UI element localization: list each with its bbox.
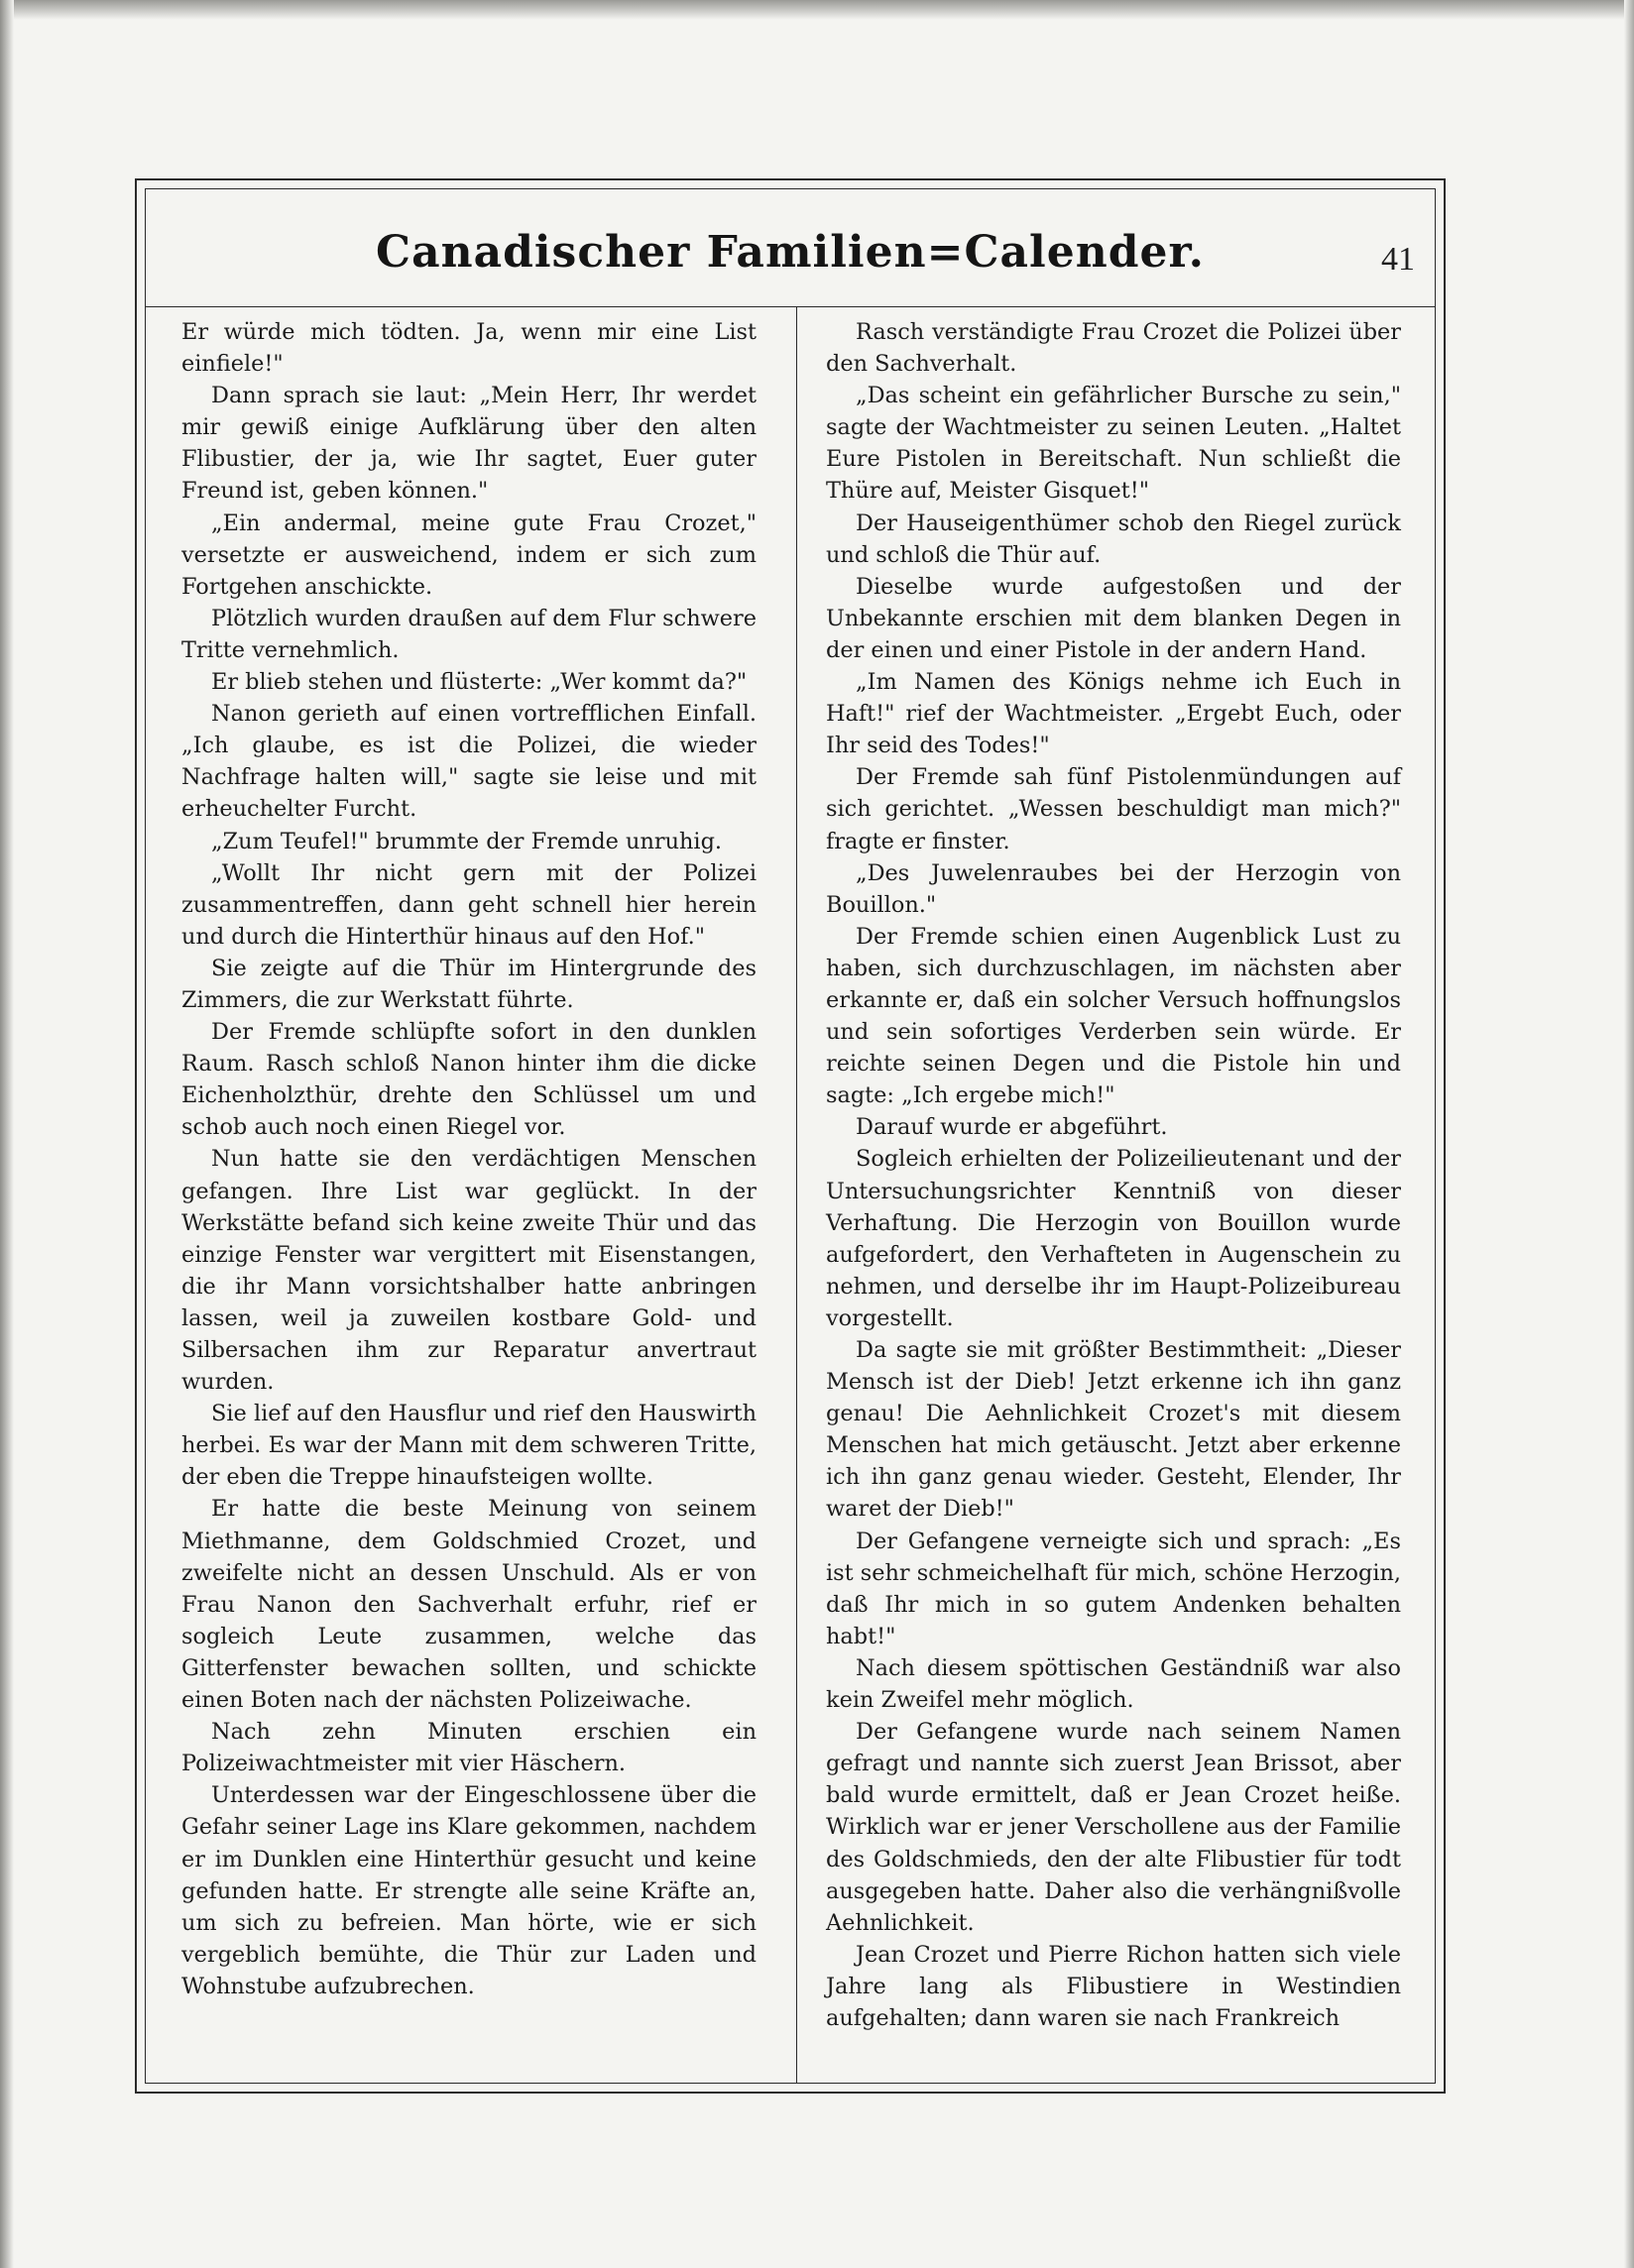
paragraph: Der Gefangene verneigte sich und sprach: „Es ist sehr schmeichelhaft für mich, schöne Herzogin, daß Ihr mich in so gutem Andenken behalten habt!" [826, 1528, 1402, 1649]
page-frame [135, 178, 1446, 2094]
right-column [826, 316, 1401, 2034]
page-number: 41 [1381, 241, 1415, 278]
paragraph: Rasch verständigte Frau Crozet die Polizei über den Sachverhalt. [826, 319, 1401, 378]
paragraph: Nanon gerieth auf einen vortrefflichen Einfall. „Ich glaube, es ist die Polizei, die wieder Nachfrage halten will," sagte sie leise und mit erheuchelter Furcht. [181, 701, 757, 823]
scan-edge-left [0, 0, 14, 2268]
header-title: Canadischer Familien=Calender. [376, 227, 1205, 278]
paragraph: Er hatte die beste Meinung von seinem Miethmanne, dem Goldschmied Crozet, und zweifelte nicht an dessen Unschuld. Als er von Frau Nanon den Sachverhalt erfuhr, rief er sogleich Leute zusammen, welche das Gitterfenster bewachen sollten, und schickte einen Boten nach der nächsten Polizeiwache. [181, 1496, 757, 1714]
paragraph: Der Fremde schlüpfte sofort in den dunklen Raum. Rasch schloß Nanon hinter ihm die dicke Eichenholzthür, drehte den Schlüssel um und schob auch noch einen Riegel vor. [181, 1019, 757, 1141]
paragraph: Er würde mich tödten. Ja, wenn mir eine List einfiele!" [181, 319, 757, 378]
paragraph: Da sagte sie mit größter Bestimmtheit: „Dieser Mensch ist der Dieb! Jetzt erkenne ich ihn ganz genau! Die Aehnlichkeit Crozet's mit diesem Menschen hat mich getäuscht. Jetzt aber erkenne ich ihn ganz genau wieder. Gesteht, Elender, Ihr waret der Dieb!" [826, 1337, 1401, 1523]
left-column [181, 316, 757, 2002]
paragraph: Plötzlich wurden draußen auf dem Flur schwere Tritte vernehmlich. [181, 605, 757, 663]
paragraph: Darauf wurde er abgeführt. [856, 1114, 1168, 1141]
header-rule [146, 306, 1435, 307]
paragraph: Er blieb stehen und flüsterte: „Wer kommt da?" [211, 669, 748, 696]
paragraph: Sie zeigte auf die Thür im Hintergrunde des Zimmers, die zur Werkstatt führte. [181, 955, 757, 1013]
paragraph: Sogleich erhielten der Polizeilieutenant und der Untersuchungsrichter Kenntniß von dieser Verhaftung. Die Herzogin von Bouillon wurde aufgefordert, den Verhafteten in Augenschein zu nehmen, und derselbe ihr im Haupt-Polizeibureau vorgestellt. [826, 1146, 1401, 1331]
paragraph: Dann sprach sie laut: „Mein Herr, Ihr werdet mir gewiß einige Aufklärung über den alten Flibustier, der ja, wie Ihr sagtet, Euer guter Freund ist, geben können." [181, 383, 757, 505]
paragraph: Nach diesem spöttischen Geständniß war also kein Zweifel mehr möglich. [826, 1654, 1401, 1714]
paragraph: Nach zehn Minuten erschien ein Polizeiwachtmeister mit vier Häschern. [181, 1719, 757, 1777]
paragraph: „Ein andermal, meine gute Frau Crozet," versetzte er ausweichend, indem er sich zum Fortgehen anschickte. [181, 510, 757, 600]
paragraph: „Des Juwelenraubes bei der Herzogin von Bouillon." [826, 859, 1401, 918]
running-header [146, 227, 1435, 296]
paragraph: „Wollt Ihr nicht gern mit der Polizei zusammentreffen, dann geht schnell hier herein und durch die Hinterthür hinaus auf den Hof." [181, 859, 757, 950]
paragraph: Der Fremde sah fünf Pistolenmündungen auf sich gerichtet. „Wessen beschuldigt man mich?" fragte er finster. [826, 764, 1401, 854]
page-frame-inner [145, 188, 1436, 2084]
paragraph: Dieselbe wurde aufgestoßen und der Unbekannte erschien mit dem blanken Degen in der einen und einer Pistole in der andern Hand. [826, 573, 1401, 663]
scan-edge-right [1624, 0, 1634, 2268]
paragraph: Der Hauseigenthümer schob den Riegel zurück und schloß die Thür auf. [826, 510, 1401, 568]
paragraph: Der Gefangene wurde nach seinem Namen gefragt und nannte sich zuerst Jean Brissot, aber bald wurde ermittelt, daß er Jean Crozet heiße. Wirklich war er jener Verschollene aus der Familie des Goldschmieds, den der alte Flibustier für todt ausgegeben hatte. Daher also die verhängnißvolle Aehnlichkeit. [826, 1719, 1401, 1936]
paragraph: Sie lief auf den Hausflur und rief den Hauswirth herbei. Es war der Mann mit dem schweren Tritte, der eben die Treppe hinaufsteigen wollte. [181, 1401, 757, 1491]
scan-edge-top [0, 0, 1634, 20]
paragraph: „Das scheint ein gefährlicher Bursche zu sein," sagte der Wachtmeister zu seinen Leuten. „Haltet Eure Pistolen in Bereitschaft. Nun schließt die Thüre auf, Meister Gisquet!" [826, 383, 1401, 505]
paragraph: „Im Namen des Königs nehme ich Euch in Haft!" rief der Wachtmeister. „Ergebt Euch, oder Ihr seid des Todes!" [826, 669, 1401, 759]
paragraph: Unterdessen war der Eingeschlossene über die Gefahr seiner Lage ins Klare gekommen, nachdem er im Dunklen eine Hinterthür gesucht und keine gefunden hatte. Er strengte alle seine Kräfte an, um sich zu befreien. Man hörte, wie er sich vergeblich bemühte, die Thür zur Laden und Wohnstube aufzubrechen. [181, 1782, 757, 1999]
paragraph: Jean Crozet und Pierre Richon hatten sich viele Jahre lang als Flibustiere in Westindien aufgehalten; dann waren sie nach Frankreich [826, 1941, 1401, 2031]
paragraph: „Zum Teufel!" brummte der Fremde unruhig. [211, 828, 723, 854]
paragraph: Der Fremde schien einen Augenblick Lust zu haben, sich durchzuschlagen, im nächsten aber erkannte er, daß ein solcher Versuch hoffnungslos und sein sofortiges Verderben sein würde. Er reichte seinen Degen und die Pistole hin und sagte: „Ich ergebe mich!" [826, 923, 1401, 1109]
column-divider [796, 306, 797, 2083]
paragraph: Nun hatte sie den verdächtigen Menschen gefangen. Ihre List war geglückt. In der Werkstätte befand sich keine zweite Thür und das einzige Fenster war vergittert mit Eisenstangen, die ihr Mann vorsichtshalber hatte anbringen lassen, weil ja zuweilen kostbare Gold- und Silbersachen ihm zur Reparatur anvertraut wurden. [181, 1146, 757, 1396]
